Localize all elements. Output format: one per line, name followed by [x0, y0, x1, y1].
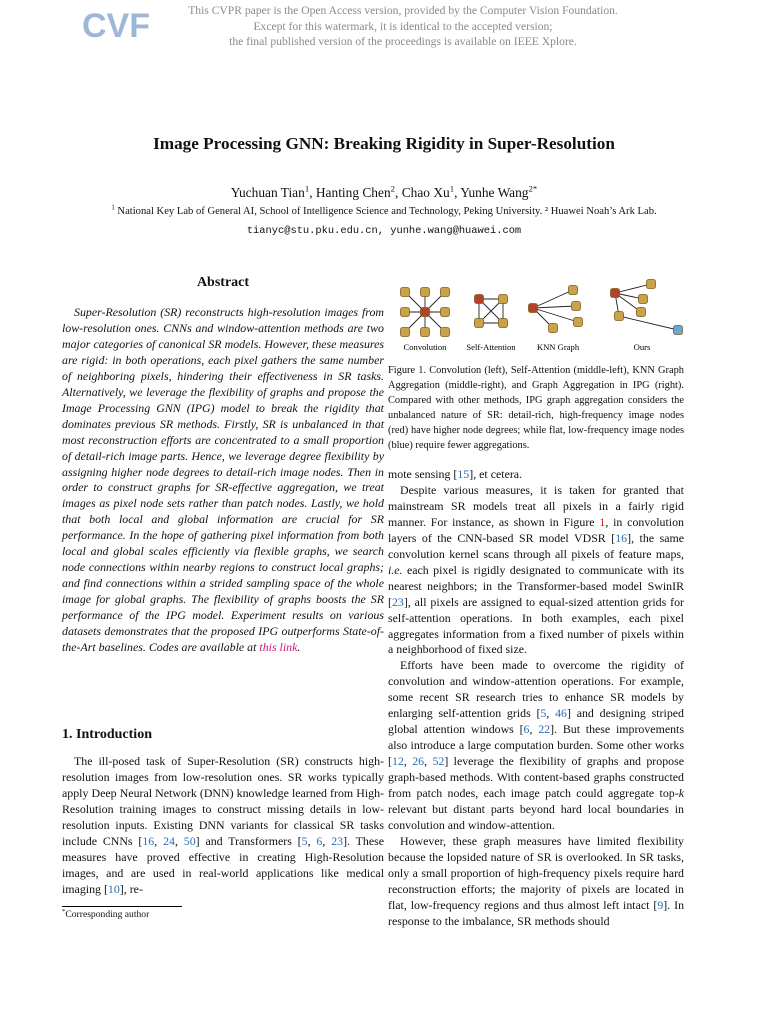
citation-link[interactable]: 16 — [615, 530, 628, 545]
graph-node — [475, 295, 484, 304]
graph-node — [499, 295, 508, 304]
body-text: , in convolution layers of the CNN-based SR model VDSR [ — [388, 514, 684, 545]
author-list: Yuchuan Tian$^1$, Hanting Chen$^2$, Chao Xu$^1$, Yunhe Wang$^{2*}$ — [230, 183, 538, 200]
graph-node — [401, 288, 410, 297]
intro-text: ] and Transformers [ — [195, 833, 302, 848]
citation-link[interactable]: 15 — [457, 467, 470, 481]
author-affil-mark: 1 — [304, 183, 310, 194]
figure-ref-link[interactable]: 1 — [599, 514, 606, 529]
body-text: each pixel is rigidly designated to communicate with its nearest neighbors; in the Transformer-based model SwinIR [ — [388, 562, 684, 609]
citation-link[interactable]: 24 — [163, 833, 175, 848]
abstract-heading: Abstract — [196, 275, 250, 290]
figure-1 — [393, 272, 693, 356]
footnote-text: Corresponding author — [65, 909, 150, 920]
author-name: Yuchuan Tian — [230, 185, 305, 200]
body-text: mote sensing [ — [388, 467, 458, 481]
citation-link[interactable]: 52 — [432, 754, 445, 769]
footnote-mark: * — [62, 907, 66, 915]
graph-edge — [533, 306, 576, 308]
graph-node — [574, 318, 583, 327]
watermark-notice — [160, 3, 646, 50]
body-text: ] leverage the flexibility of graphs and propose graph-based methods. With content-based graphs constructed from patch nodes, each image patch could aggregate top- — [388, 754, 684, 801]
graph-node — [611, 289, 620, 298]
watermark-line: Except for this watermark, it is identical to the accepted version; — [253, 19, 553, 33]
cvf-logo-text: CVF — [82, 7, 150, 45]
body-text-italic: i.e. — [388, 562, 403, 577]
citation-link[interactable]: 16 — [142, 833, 155, 848]
citation-link[interactable]: 23 — [391, 594, 404, 609]
body-text: Despite various measures, it is taken for granted that mainstream SR models treat all pixels in a fairly rigid manner. For instance, as shown in Figure — [388, 482, 684, 529]
body-text: However, these graph measures have limited flexibility because the lopsided nature of SR is overlooked. In SR tasks, only a small proportion of high-frequency pixels require hard reconstruction efforts; the majority of pixels are located in flat, low-frequency regions and thus almost left intact [ — [388, 833, 684, 912]
graph-node — [615, 312, 624, 321]
citation-link[interactable]: 50 — [183, 833, 196, 848]
watermark-line: This CVPR paper is the Open Access version, provided by the Computer Vision Foundation. — [188, 4, 618, 17]
abstract-text: Super-Resolution (SR) reconstructs high-resolution images from low-resolution ones. CNNs and window-attention methods are two major categories of canonical SR models. However, these measures are rigid: in both operations, each pixel gathers the same number of neighboring pixels, hindering their effectiveness in SR tasks. Alternatively, we leverage the flexibility of graphs and propose the Image Processing GNN (IPG) model to break the rigidity that dominates previous SR methods. Firstly, SR is unbalanced in that most reconstruction efforts are concentrated to a small proportion of detail-rich image parts. Hence, we leverage degree flexibility by assigning higher node degrees to detail-rich image nodes. Then in order to construct graphs for SR-effective aggregation, we treat images as pixel node sets rather than patch nodes. Lastly, we hold that both local and global information are crucial for SR performance. In the hope of gathering pixel information from both local and global scales efficiently via flexible graphs, we search node connections within nearby regions to construct local graphs; and find connections within a strided sampling space of the whole image for global graphs. The flexibility of graphs boosts the SR performance of the IPG model. Experiment results on various datasets demonstrates that the proposed IPG outperforms State-of-the-Art baselines. Codes are available at — [62, 305, 384, 655]
graph-node — [401, 308, 410, 317]
body-text: ], et cetera. — [469, 467, 523, 481]
body-text: ] and designing striped global attention windows [ — [388, 706, 684, 737]
graph-node — [441, 308, 450, 317]
graph-node — [441, 328, 450, 337]
body-text: ]. In response to the imbalance, SR methods should — [388, 897, 685, 928]
intro-text: The ill-posed task of Super-Resolution (SR) constructs high-resolution images from low-resolution ones. SR works typically apply Deep Neural Network (DNN) knowledge learned from High-Resolution training images to construct missing details in low-resolution inputs. Existing DNN variants for classical SR tasks include CNNs [ — [62, 754, 384, 848]
figure-label-convolution: Convolution — [403, 342, 447, 352]
figure-label-knn-graph: KNN Graph — [536, 342, 580, 352]
citation-link[interactable]: 10 — [107, 881, 120, 896]
graph-node — [529, 304, 538, 313]
author-name: Yunhe Wang — [460, 185, 529, 200]
author-name: Chao Xu — [401, 185, 450, 200]
author-affil-mark: 2 — [390, 183, 396, 194]
body-text: Efforts have been made to overcome the rigidity of convolution and window-attention operations. For example, some recent SR research tries to enhance SR models by enlarging self-attention grids [ — [388, 658, 684, 721]
author-emails: tianyc@stu.pku.edu.cn, yunhe.wang@huawei.com — [246, 225, 522, 237]
graph-node — [421, 328, 430, 337]
graph-node — [441, 288, 450, 297]
graph-node — [572, 302, 581, 311]
author-affil-mark: 2* — [528, 183, 538, 194]
graph-node — [639, 295, 648, 304]
author-affil-mark: 1 — [449, 183, 455, 194]
graph-node — [421, 288, 430, 297]
figure-caption: Figure 1. Convolution (left), Self-Attention (middle-left), KNN Graph Aggregation (middle-right), and Graph Aggregation in IPG (right). Compared with other methods, IPG graph aggregation considers the unbalanced nature of SR: detail-rich, high-frequency image nodes (red) have higher node degrees; while flat, low-frequency image nodes (blue) require fewer aggregations. — [388, 365, 684, 451]
citation-link[interactable]: 9 — [657, 897, 664, 912]
citation-link[interactable]: 6 — [523, 722, 530, 737]
graph-node — [475, 319, 484, 328]
affiliation-text: National Key Lab of General AI, School of Intelligence Science and Technology, Peking University. ² Huawei Noah’s Ark Lab. — [117, 206, 657, 217]
graph-node — [421, 308, 430, 317]
watermark-line: the final published version of the proceedings is available on IEEE Xplore. — [229, 35, 577, 49]
graph-node — [549, 324, 558, 333]
affil-mark: 1 — [111, 204, 115, 212]
figure-label-ours: Ours — [633, 342, 651, 352]
intro-body: The ill-posed task of Super-Resolution (SR) constructs high-resolution images from low-resolution ones. SR works typically apply Deep Neural Network (DNN) knowledge learned from High-Resolution training images to construct missing details in low-resolution inputs. Existing DNN variants for classical SR tasks include CNNs [16, 24, 50] and Transformers [5, 6, 23]. These measures have proved effective in creating High-Resolution images, and are used in real-world applications like medical imaging [10], re- — [62, 754, 385, 896]
abstract-body — [62, 305, 384, 656]
graph-edge — [615, 284, 651, 293]
figure-label-self-attention: Self-Attention — [466, 342, 516, 352]
citation-link[interactable]: 5 — [301, 833, 308, 848]
graph-node — [499, 319, 508, 328]
footnote — [62, 909, 149, 920]
body-text: ], all pixels are assigned to equal-sized attention grids for self-attention operations. In both examples, each pixel aggregates information from a fixed number of pixels within a neighborhood of fixed size. — [388, 594, 684, 657]
affiliations — [0, 206, 768, 217]
graph-edge — [619, 316, 678, 330]
author-name: Hanting Chen — [315, 185, 391, 200]
citation-link[interactable]: 22 — [538, 722, 551, 737]
abstract-end: . — [297, 640, 301, 655]
citation-link[interactable]: 26 — [412, 754, 425, 769]
low-frequency-node — [674, 326, 683, 335]
intro-text: ]. These measures have proved effective in creating High-Resolution images, and are used in real-world applications like medical imaging [ — [62, 833, 385, 896]
graph-node — [401, 328, 410, 337]
citation-link[interactable]: 12 — [391, 754, 404, 769]
citation-link[interactable]: 23 — [331, 833, 344, 848]
citation-link[interactable]: 46 — [555, 706, 567, 721]
footnote-rule — [62, 906, 182, 907]
body-text: ], the same convolution kernel scans through all pixels of feature maps, — [388, 530, 685, 561]
graph-edge — [533, 290, 573, 308]
body-text-italic: k — [678, 786, 684, 801]
cvf-logo — [82, 6, 150, 45]
intro-text: ], re- — [119, 881, 143, 896]
paper-title: Image Processing GNN: Breaking Rigidity in Super-Resolution — [153, 134, 615, 153]
body-text: ]. But these improvements also introduce a large computation burden. Some other works [ — [388, 722, 684, 769]
intro-heading: 1. Introduction — [62, 727, 152, 742]
body-text: relevant but distant parts beyond hard local boundaries in convolution and window-attention. — [388, 802, 684, 832]
right-column-body: mote sensing [15], et cetera. Despite various measures, it is taken for granted that mainstream SR models treat all pixels in a fairly rigid manner. For instance, as shown in Figure 1, in convolution layers of the CNN-based SR model VDSR [16], the same convolution kernel scans through all pixels of feature maps, i.e. each pixel is rigidly designated to communicate with its nearest neighbors; in the Transformer-based model SwinIR [23], all pixels are assigned to equal-sized attention grids for self-attention operations. In both examples, each pixel aggregates information from a fixed number of pixels within a neighborhood of fixed size. Efforts have been made to overcome the rigidity of convolution and window-attention operations. For example, some recent SR research tries to enhance SR models by enlarging self-attention grids [5, 46] and designing striped global attention windows [6, 22]. But these improvements also introduce a large computation burden. Some other works [12, 26, 52] leverage the flexibility of graphs and propose graph-based methods. With content-based graphs constructed from patch nodes, each image patch could aggregate top-k relevant but distant parts beyond hard local boundaries in convolution and window-attention. However, these graph measures have limited flexibility because the lopsided nature of SR is overlooked. In SR tasks, only a small proportion of high-frequency pixels require hard reconstruction efforts; the majority of pixels are located in flat, low-frequency regions and thus almost left intact [9]. In response to the imbalance, SR methods should — [388, 467, 685, 928]
graph-node — [637, 308, 646, 317]
graph-node — [647, 280, 656, 289]
citation-link[interactable]: 6 — [316, 833, 323, 848]
citation-link[interactable]: 5 — [540, 706, 547, 721]
code-link[interactable]: this link — [259, 640, 298, 655]
graph-node — [569, 286, 578, 295]
